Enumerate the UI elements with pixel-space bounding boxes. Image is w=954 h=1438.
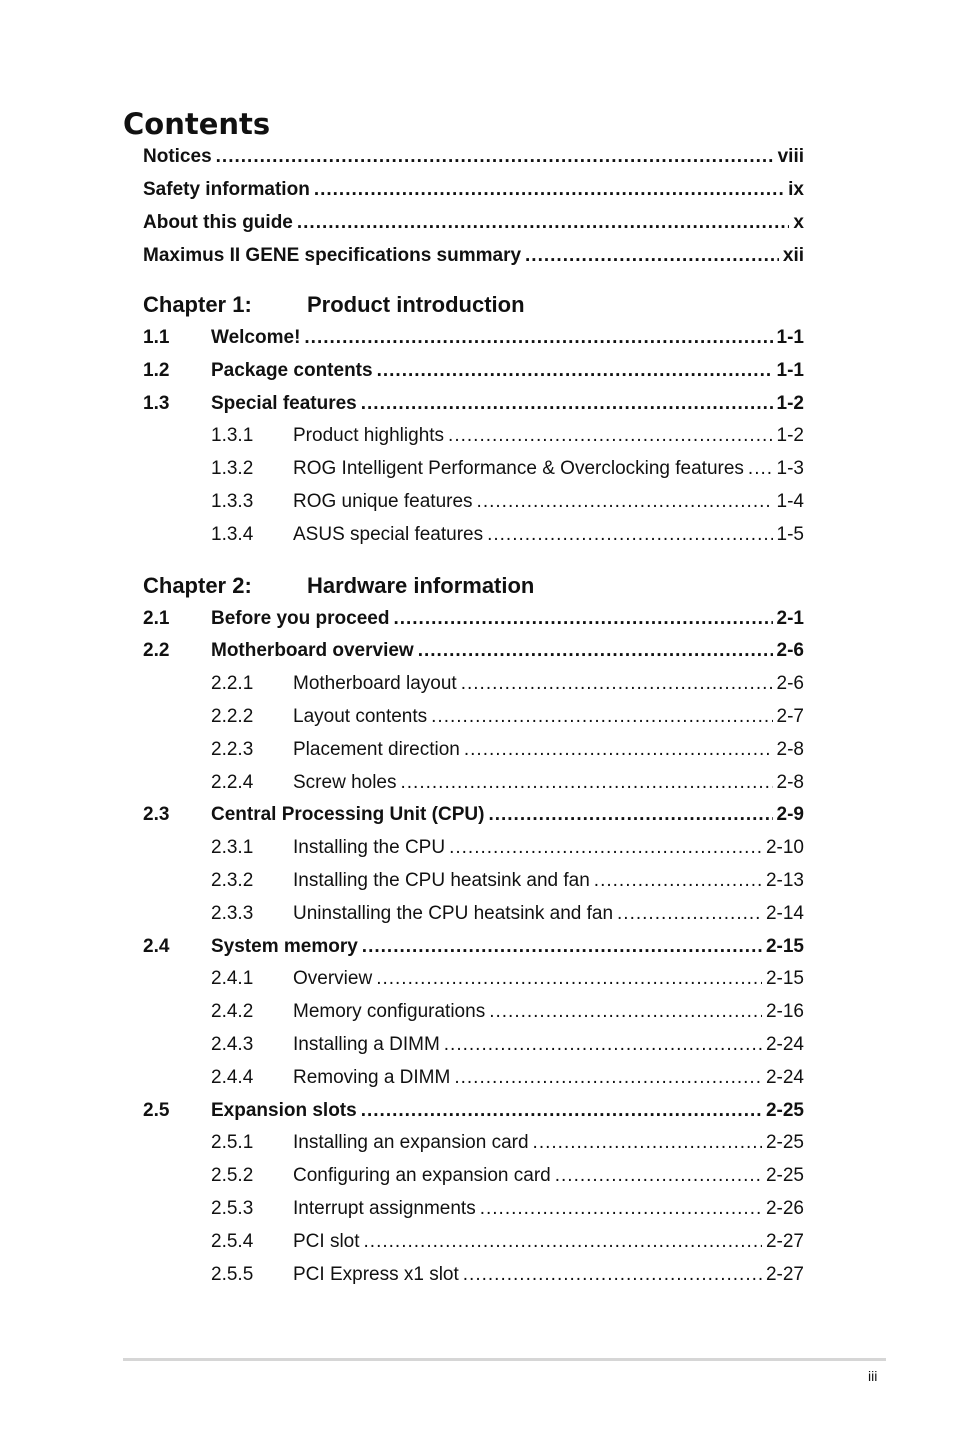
toc-entry-number: 1.3.1	[211, 425, 254, 447]
toc-dot-leader	[617, 901, 762, 927]
toc-entry-label: Installing an expansion card	[293, 1132, 529, 1154]
toc-section-entry[interactable]	[143, 802, 804, 828]
toc-dot-leader	[748, 456, 773, 482]
toc-dot-leader	[376, 966, 762, 992]
toc-entry-label: Motherboard layout	[293, 673, 457, 695]
toc-entry-label: Uninstalling the CPU heatsink and fan	[293, 902, 614, 924]
toc-entry-label: PCI slot	[293, 1230, 360, 1252]
page-title: Contents	[123, 107, 271, 142]
toc-entry-page: 1-1	[776, 359, 804, 381]
toc-subsection-entry[interactable]	[211, 671, 804, 697]
chapter-title: Product introduction	[307, 292, 525, 317]
toc-dot-leader	[594, 868, 762, 894]
toc-entry-number: 1.3.4	[211, 523, 254, 545]
toc-entry-number: 2.3.3	[211, 902, 254, 924]
toc-entry-number: 2.2.4	[211, 771, 254, 793]
toc-entry-page: 1-2	[776, 425, 804, 447]
toc-dot-leader	[464, 737, 773, 763]
toc-entry-label: Installing the CPU heatsink and fan	[293, 870, 590, 891]
toc-entry-number: 2.3	[143, 804, 170, 826]
toc-dot-leader	[297, 210, 790, 236]
toc-subsection-entry[interactable]	[211, 1229, 804, 1255]
toc-entry-label: Placement direction	[293, 738, 460, 760]
toc-section-entry[interactable]	[143, 391, 804, 417]
toc-dot-leader	[393, 606, 772, 632]
toc-dot-leader	[431, 704, 772, 730]
toc-dot-leader	[555, 1163, 762, 1189]
toc-subsection-entry[interactable]	[211, 901, 804, 927]
toc-entry-label: Removing a DIMM	[293, 1066, 451, 1088]
toc-entry-page: 1-2	[776, 392, 804, 414]
toc-entry-number: 2.3.1	[211, 837, 254, 859]
toc-entry-label: ROG unique features	[293, 491, 473, 512]
toc-entry-number: 2.5	[143, 1099, 170, 1121]
toc-dot-leader	[364, 1229, 762, 1255]
toc-entry-number: 2.4.4	[211, 1066, 254, 1088]
toc-entry-number: 2.4	[143, 935, 170, 957]
toc-dot-leader	[304, 325, 772, 351]
toc-entry-number: 2.4.2	[211, 1001, 254, 1023]
toc-section-entry[interactable]	[143, 177, 804, 203]
toc-entry-page: 1-1	[776, 327, 804, 348]
toc-entry-page: 2-16	[765, 1001, 804, 1023]
toc-entry-number: 2.4.1	[211, 968, 254, 990]
footer-divider	[123, 1358, 886, 1361]
toc-section-entry[interactable]	[143, 606, 804, 632]
toc-subsection-entry[interactable]	[211, 456, 804, 482]
toc-dot-leader	[488, 802, 772, 828]
toc-subsection-entry[interactable]	[211, 704, 804, 730]
toc-entry-label: Central Processing Unit (CPU)	[211, 804, 485, 826]
toc-entry-label: Screw holes	[293, 771, 397, 793]
toc-entry-label: Expansion slots	[211, 1099, 357, 1121]
toc-subsection-entry[interactable]	[211, 737, 804, 763]
toc-section-entry[interactable]	[143, 1098, 804, 1124]
toc-dot-leader	[487, 522, 772, 548]
toc-entry-number: 1.2	[143, 359, 170, 381]
toc-subsection-entry[interactable]	[211, 1065, 804, 1091]
toc-entry-page: 2-27	[765, 1263, 804, 1285]
toc-subsection-entry[interactable]	[211, 522, 804, 548]
toc-entry-number: 2.5.3	[211, 1198, 254, 1219]
toc-subsection-entry[interactable]	[211, 1262, 804, 1288]
toc-entry-number: 2.5.1	[211, 1132, 254, 1154]
toc-dot-leader	[362, 934, 762, 960]
toc-dot-leader	[444, 1032, 762, 1058]
toc-section-entry[interactable]	[143, 638, 804, 664]
toc-subsection-entry[interactable]	[211, 1130, 804, 1156]
toc-entry-label: Safety information	[143, 179, 310, 201]
toc-dot-leader	[533, 1130, 762, 1156]
toc-entry-label: Installing the CPU	[293, 837, 446, 859]
toc-dot-leader	[361, 391, 773, 417]
toc-entry-page: 2-24	[765, 1066, 804, 1088]
toc-entry-number: 2.1	[143, 607, 170, 629]
toc-entry-label: System memory	[211, 935, 358, 957]
toc-entry-label: Product highlights	[293, 425, 445, 447]
toc-entry-page: 2-6	[776, 673, 804, 695]
toc-entry-label: Overview	[293, 968, 373, 990]
toc-section-entry[interactable]	[143, 243, 804, 269]
toc-entry-page: 2-25	[765, 1132, 804, 1154]
toc-entry-label: PCI Express x1 slot	[293, 1263, 459, 1285]
toc-dot-leader	[461, 671, 773, 697]
toc-subsection-entry[interactable]	[211, 835, 804, 861]
toc-entry-page: 2-15	[765, 935, 804, 957]
toc-entry-number: 2.5.4	[211, 1230, 254, 1252]
toc-dot-leader	[314, 177, 784, 203]
toc-dot-leader	[489, 999, 762, 1025]
toc-subsection-entry[interactable]	[211, 1163, 804, 1189]
toc-entry-page: 2-13	[765, 870, 804, 891]
toc-entry-label: Layout contents	[293, 706, 428, 727]
toc-entry-label: About this guide	[143, 212, 293, 234]
toc-dot-leader	[401, 770, 773, 796]
toc-entry-page: 2-26	[765, 1198, 804, 1219]
toc-entry-label: Notices	[143, 146, 212, 167]
toc-subsection-entry[interactable]	[211, 489, 804, 515]
toc-subsection-entry[interactable]	[211, 770, 804, 796]
toc-entry-number: 2.2.1	[211, 673, 254, 695]
toc-section-entry[interactable]	[143, 325, 804, 351]
toc-entry-page: 2-14	[765, 902, 804, 924]
toc-dot-leader	[361, 1098, 762, 1124]
toc-entry-label: Configuring an expansion card	[293, 1165, 551, 1187]
toc-entry-number: 2.5.2	[211, 1165, 254, 1187]
toc-subsection-entry[interactable]	[211, 999, 804, 1025]
toc-section-entry[interactable]	[143, 210, 804, 236]
toc-dot-leader	[463, 1262, 762, 1288]
toc-entry-page: 2-24	[765, 1034, 804, 1055]
toc-entry-number: 1.1	[143, 327, 170, 348]
toc-entry-label: Interrupt assignments	[293, 1198, 476, 1219]
toc-entry-page: 2-9	[776, 804, 804, 826]
toc-entry-label: ROG Intelligent Performance & Overclocking features	[293, 458, 744, 480]
toc-entry-page: 2-27	[765, 1230, 804, 1252]
toc-entry-page: 2-7	[776, 706, 804, 727]
toc-entry-page: xii	[782, 245, 804, 267]
toc-entry-label: Motherboard overview	[211, 640, 414, 662]
toc-dot-leader	[448, 423, 772, 449]
toc-entry-page: ix	[788, 179, 804, 201]
toc-subsection-entry[interactable]	[211, 868, 804, 894]
toc-section-entry[interactable]	[143, 934, 804, 960]
toc-entry-label: ASUS special features	[293, 523, 484, 545]
chapter-number: Chapter 1:	[143, 292, 252, 317]
toc-entry-number: 2.2	[143, 640, 170, 662]
footer-page-number: iii	[868, 1368, 878, 1384]
toc-entry-page: 2-25	[765, 1099, 804, 1121]
toc-entry-page: 2-25	[765, 1165, 804, 1187]
chapter-heading[interactable]	[143, 290, 525, 320]
toc-dot-leader	[525, 243, 779, 269]
toc-subsection-entry[interactable]	[211, 1032, 804, 1058]
toc-entry-number: 2.2.2	[211, 706, 254, 727]
toc-dot-leader	[418, 638, 773, 664]
toc-entry-number: 2.4.3	[211, 1034, 254, 1055]
chapter-heading[interactable]	[143, 571, 534, 601]
toc-subsection-entry[interactable]	[211, 966, 804, 992]
toc-entry-number: 1.3.2	[211, 458, 254, 480]
toc-entry-label: Before you proceed	[211, 607, 390, 629]
toc-entry-page: 2-8	[776, 738, 804, 760]
toc-entry-page: 1-5	[776, 523, 804, 545]
toc-dot-leader	[480, 1196, 762, 1222]
toc-entry-number: 2.5.5	[211, 1263, 254, 1285]
toc-entry-page: 2-6	[776, 640, 804, 662]
toc-entry-page: 1-4	[776, 491, 804, 512]
toc-subsection-entry[interactable]	[211, 423, 804, 449]
toc-dot-leader	[449, 835, 762, 861]
toc-entry-label: Package contents	[211, 359, 373, 381]
toc-entry-label: Installing a DIMM	[293, 1034, 440, 1055]
toc-entry-page: 2-15	[765, 968, 804, 990]
toc-entry-number: 1.3.3	[211, 491, 254, 512]
toc-dot-leader	[477, 489, 773, 515]
toc-entry-page: 2-1	[776, 607, 804, 629]
toc-entry-label: Memory configurations	[293, 1001, 486, 1023]
toc-dot-leader	[216, 144, 774, 170]
toc-section-entry[interactable]	[143, 144, 804, 170]
toc-subsection-entry[interactable]	[211, 1196, 804, 1222]
toc-dot-leader	[377, 358, 773, 384]
toc-entry-label: Welcome!	[211, 327, 301, 348]
toc-entry-page: 2-8	[776, 771, 804, 793]
toc-entry-number: 1.3	[143, 392, 170, 414]
toc-entry-page: 2-10	[765, 837, 804, 859]
toc-section-entry[interactable]	[143, 358, 804, 384]
toc-entry-number: 2.2.3	[211, 738, 254, 760]
toc-entry-number: 2.3.2	[211, 870, 254, 891]
toc-entry-page: 1-3	[776, 458, 804, 480]
chapter-title: Hardware information	[307, 572, 535, 598]
toc-entry-page: x	[793, 212, 804, 234]
toc-dot-leader	[454, 1065, 762, 1091]
toc-entry-label: Maximus II GENE specifications summary	[143, 245, 522, 267]
chapter-number: Chapter 2:	[143, 572, 252, 598]
toc-entry-page: viii	[777, 146, 804, 167]
toc-entry-label: Special features	[211, 392, 357, 414]
